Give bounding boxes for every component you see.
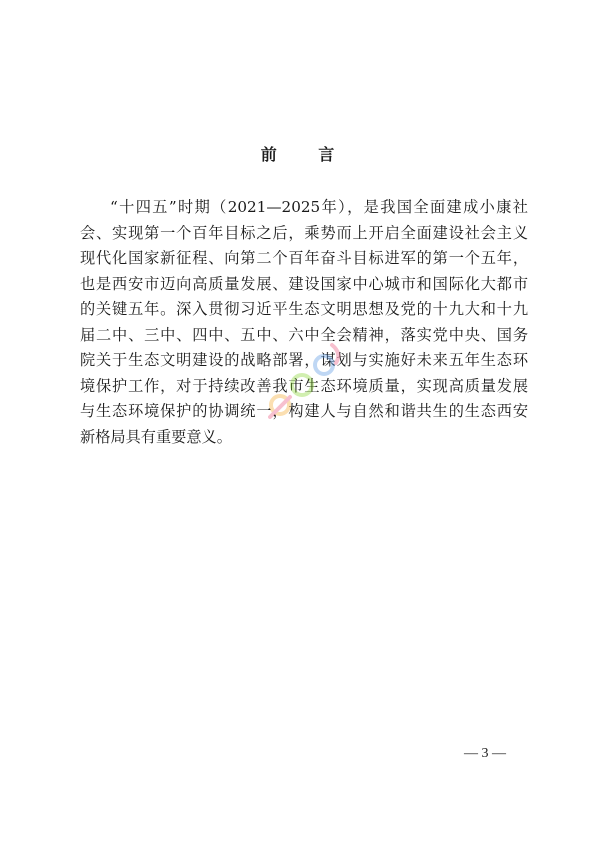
body-line: 现代化国家新征程、向第二个百年奋斗目标进军的第一个五年，: [80, 249, 528, 267]
body-line: “十四五”时期（2021—2025年），是我国全面建成小康社: [110, 198, 528, 216]
body-line: 届二中、三中、四中、五中、六中全会精神，落实党中央、国务: [80, 325, 528, 344]
page-title: 前 言: [260, 145, 353, 164]
body-line: 与生态环境保护的协调统一，构建人与自然和谐共生的生态西安: [80, 402, 528, 420]
page-number: — 3 —: [464, 746, 506, 761]
body-line: 也是西安市迈向高质量发展、建设国家中心城市和国际化大都市: [80, 274, 528, 293]
body-line: 会、实现第一个百年目标之后，乘势而上开启全面建设社会主义: [80, 223, 528, 242]
body-line: 新格局具有重要意义。: [80, 427, 232, 446]
watermark-logo-icon: [262, 335, 352, 425]
body-line: 境保护工作，对于持续改善我市生态环境质量，实现高质量发展: [80, 376, 528, 395]
body-line: 的关键五年。深入贯彻习近平生态文明思想及党的十九大和十九: [80, 300, 528, 318]
body-line: 院关于生态文明建设的战略部署，谋划与实施好未来五年生态环: [80, 351, 528, 369]
